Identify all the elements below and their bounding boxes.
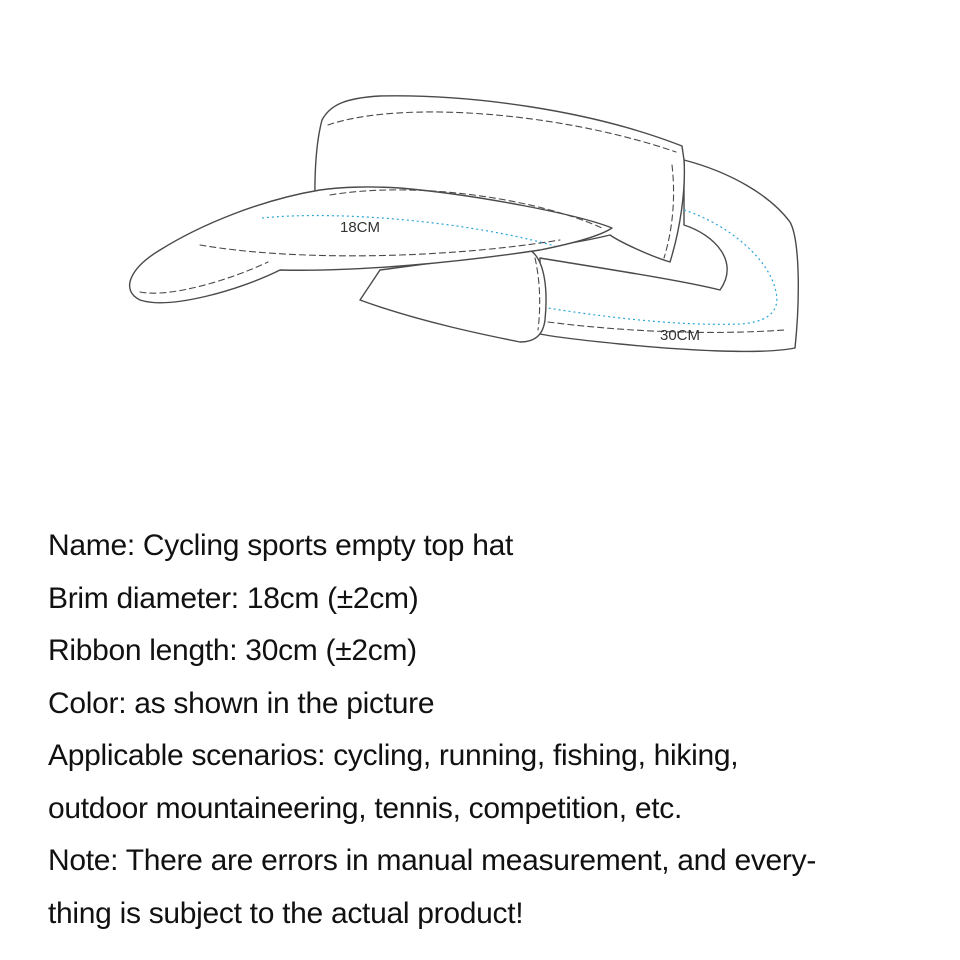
spec-note-continued: thing is subject to the actual product! xyxy=(48,896,524,930)
spec-name: Name: Cycling sports empty top hat xyxy=(48,529,513,562)
spec-note: Note: There are errors in manual measurement, and every- xyxy=(48,844,817,877)
spec-color: Color: as shown in the picture xyxy=(48,686,435,720)
spec-scenarios: Applicable scenarios: cycling, running, fishing, hiking, xyxy=(48,739,739,772)
spec-brim-diameter: Brim diameter: 18cm (±2cm) xyxy=(48,581,419,615)
spec-scenarios-continued: outdoor mountaineering, tennis, competition, etc. xyxy=(48,791,683,825)
brim-dimension-label: 18CM xyxy=(340,219,381,236)
spec-list xyxy=(48,520,928,940)
ribbon-dimension-label: 30CM xyxy=(660,327,701,344)
spec-ribbon-length: Ribbon length: 30cm (±2cm) xyxy=(48,634,417,667)
